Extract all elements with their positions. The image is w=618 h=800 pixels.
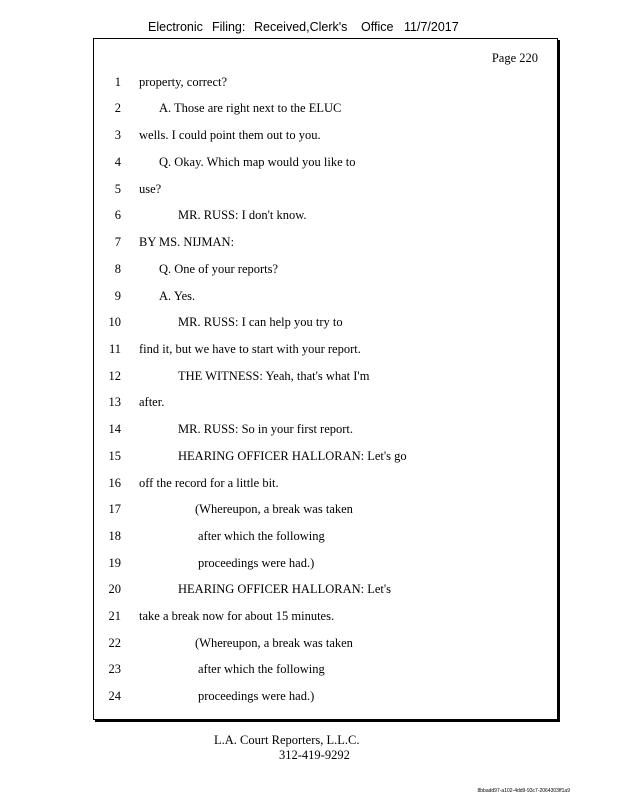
line-text: A. Those are right next to the ELUC — [159, 101, 342, 115]
header-received: Received,Clerk's — [254, 20, 348, 34]
transcript-line — [94, 340, 557, 358]
line-text: wells. I could point them out to you. — [139, 128, 321, 142]
line-text: proceedings were had.) — [198, 689, 315, 703]
line-text: HEARING OFFICER HALLORAN: Let's go — [178, 449, 407, 463]
transcript-line — [94, 367, 557, 385]
header-filing: Filing: — [212, 20, 246, 34]
transcript-line — [94, 233, 557, 251]
line-number: 9 — [114, 289, 121, 303]
line-number: 5 — [114, 182, 121, 196]
line-text: property, correct? — [139, 75, 228, 89]
line-number: 14 — [108, 422, 121, 436]
line-text: Q. Okay. Which map would you like to — [159, 155, 356, 169]
line-number: 2 — [114, 101, 121, 115]
line-text: (Whereupon, a break was taken — [195, 502, 353, 516]
transcript-line — [94, 634, 557, 652]
line-text: MR. RUSS: So in your first report. — [178, 422, 354, 436]
transcript-line — [94, 660, 557, 678]
transcript-line — [94, 73, 557, 91]
line-number: 10 — [108, 315, 121, 329]
line-number: 4 — [114, 155, 121, 169]
line-number: 20 — [108, 582, 121, 596]
transcript-line — [94, 580, 557, 598]
line-number: 22 — [108, 636, 121, 650]
line-text: Q. One of your reports? — [159, 262, 279, 276]
transcript-line — [94, 313, 557, 331]
line-number: 15 — [108, 449, 121, 463]
line-number: 8 — [114, 262, 121, 276]
header-electronic: Electronic — [148, 20, 203, 34]
transcript-line — [94, 153, 557, 171]
header-office: Office — [361, 20, 394, 34]
line-number: 13 — [108, 395, 121, 409]
line-number: 18 — [108, 529, 121, 543]
footer-company: L.A. Court Reporters, L.L.C. — [214, 733, 360, 747]
line-text: (Whereupon, a break was taken — [195, 636, 353, 650]
footer-phone: 312-419-9292 — [279, 748, 350, 762]
line-text: BY MS. NIJMAN: — [139, 235, 235, 249]
transcript-line — [94, 554, 557, 572]
transcript-line — [94, 687, 557, 705]
line-number: 16 — [108, 476, 121, 490]
transcript-line — [94, 500, 557, 518]
line-number: 21 — [108, 609, 121, 623]
line-text: find it, but we have to start with your report. — [139, 342, 361, 356]
line-number: 11 — [108, 342, 121, 356]
line-text: proceedings were had.) — [198, 556, 315, 570]
line-text: MR. RUSS: I don't know. — [178, 208, 307, 222]
line-number: 19 — [108, 556, 121, 570]
transcript-line — [94, 607, 557, 625]
header-date: 11/7/2017 — [404, 20, 459, 34]
line-text: THE WITNESS: Yeah, that's what I'm — [178, 369, 370, 383]
transcript-line — [94, 126, 557, 144]
transcript-line — [94, 447, 557, 465]
transcript-line — [94, 393, 557, 411]
line-text: after which the following — [198, 529, 325, 543]
document-id: 8bbadd97-a102-4dd9-93c7-2064303ff1a9 — [477, 788, 570, 794]
line-number: 1 — [114, 75, 121, 89]
line-number: 3 — [114, 128, 121, 142]
transcript-line — [94, 99, 557, 117]
transcript-line — [94, 527, 557, 545]
transcript-line — [94, 287, 557, 305]
transcript-line — [94, 420, 557, 438]
line-text: HEARING OFFICER HALLORAN: Let's — [178, 582, 392, 596]
line-text: off the record for a little bit. — [139, 476, 279, 490]
transcript-line — [94, 206, 557, 224]
transcript-page — [93, 38, 558, 720]
line-number: 23 — [108, 662, 121, 676]
line-number: 24 — [108, 689, 121, 703]
line-text: use? — [139, 182, 162, 196]
line-text: MR. RUSS: I can help you try to — [178, 315, 343, 329]
line-text: after which the following — [198, 662, 325, 676]
line-number: 7 — [114, 235, 121, 249]
line-number: 6 — [114, 208, 121, 222]
line-number: 17 — [108, 502, 121, 516]
transcript-line — [94, 260, 557, 278]
line-text: A. Yes. — [159, 289, 196, 303]
transcript-line — [94, 180, 557, 198]
page-number: Page 220 — [491, 51, 538, 65]
line-number: 12 — [108, 369, 121, 383]
line-text: after. — [139, 395, 165, 409]
transcript-line — [94, 474, 557, 492]
line-text: take a break now for about 15 minutes. — [139, 609, 335, 623]
